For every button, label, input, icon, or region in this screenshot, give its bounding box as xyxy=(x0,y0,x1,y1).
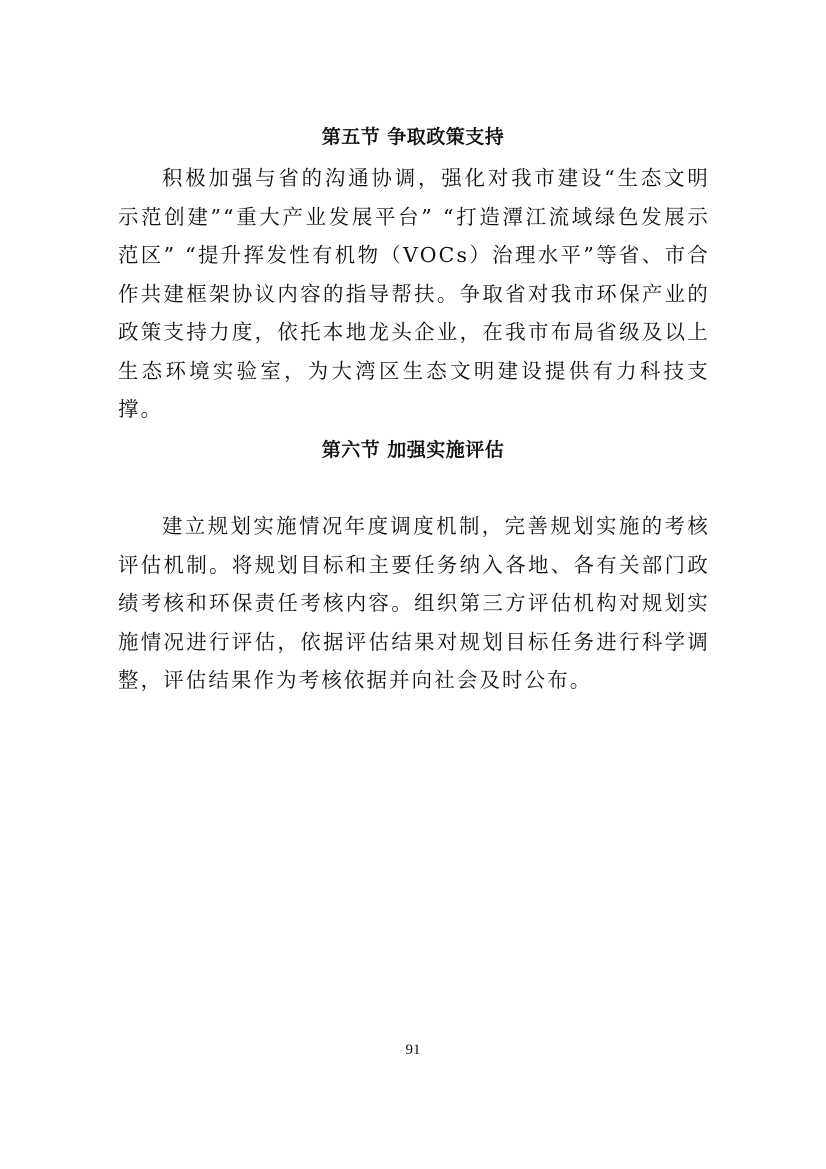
page-number: 91 xyxy=(405,1042,421,1058)
section-heading-policy-support: 第五节 争取政策支持 xyxy=(321,126,505,148)
section-heading-implementation-evaluation: 第六节 加强实施评估 xyxy=(321,439,505,461)
section-paragraph-policy-support: 积极加强与省的沟通协调，强化对我市建设“生态文明示范创建”“重大产业发展平台” “打造潭江流域绿色发展示范区” “提升挥发性有机物（VOCs）治理水平”等省、市合作共建框架协议内容的指导帮扶。争取省对我市环保产业的政策支持力度，依托本地龙头企业，在我市布局省级及以上生态环境实验室，为大湾区生态文明建设提供有力科技支撑。 xyxy=(118,166,710,421)
section-paragraph-implementation-evaluation: 建立规划实施情况年度调度机制，完善规划实施的考核评估机制。将规划目标和主要任务纳入各地、各有关部门政绩考核和环保责任考核内容。组织第三方评估机构对规划实施情况进行评估，依据评估结果对规划目标任务进行科学调整，评估结果作为考核依据并向社会及时公布。 xyxy=(118,514,710,692)
